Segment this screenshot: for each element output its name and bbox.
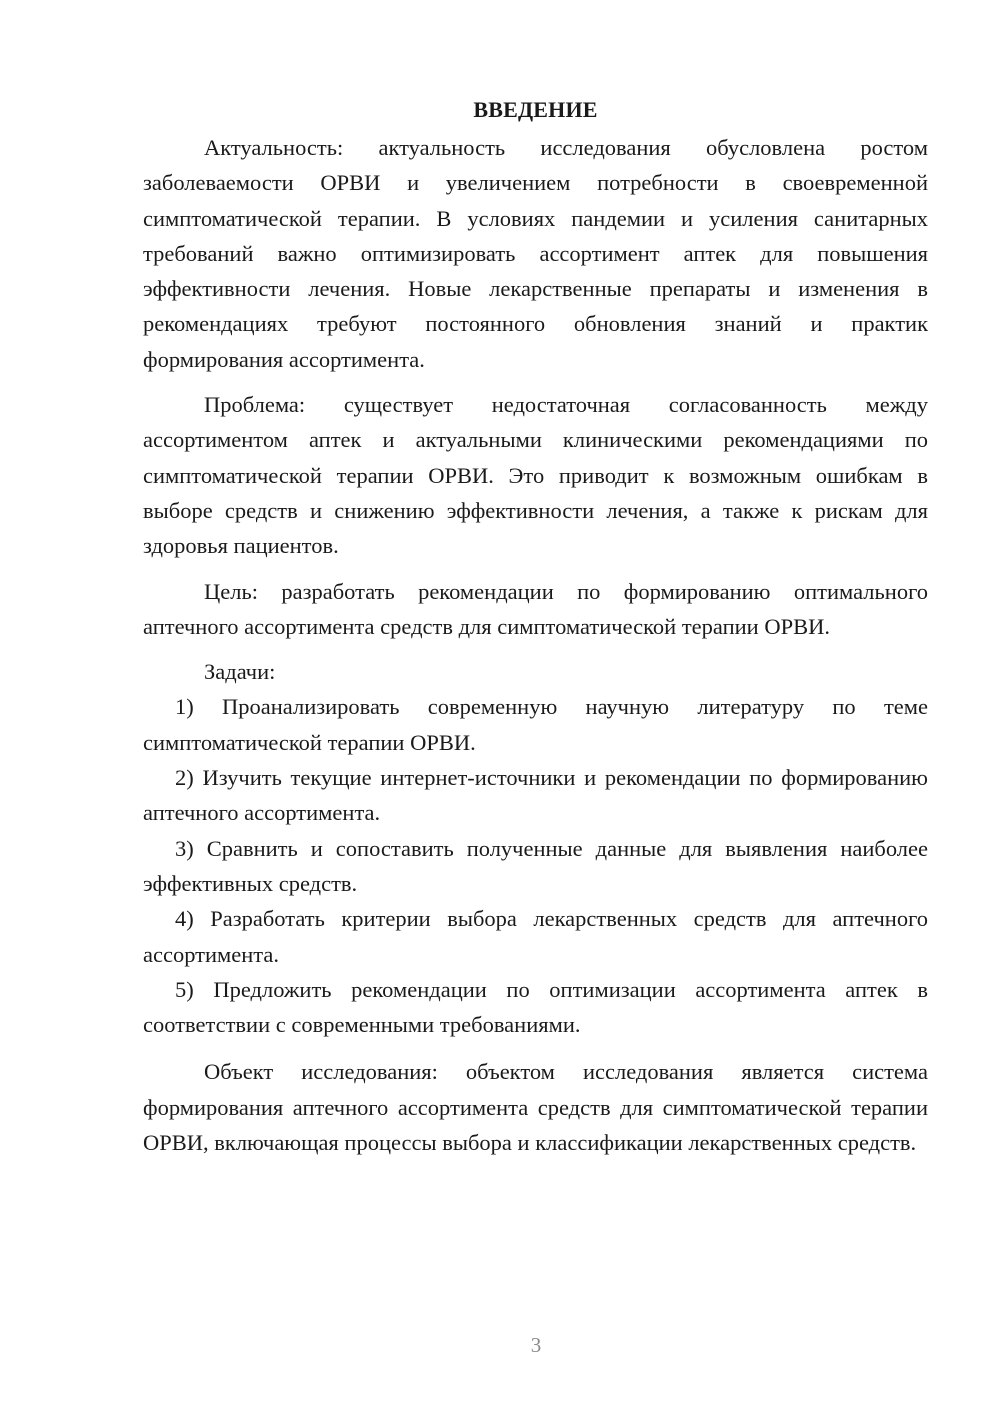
page-content xyxy=(143,92,928,1160)
task-item-2: 2) Изучить текущие интернет-источники и рекомендации по формированию аптечного ассортимента. xyxy=(143,765,928,826)
paragraph-problem: Проблема: существует недостаточная согласованность между ассортиментом аптек и актуальными клиническими рекомендациями по симптоматической терапии ОРВИ. Это приводит к возможным ошибкам в выборе средств и снижению эффективности лечения, а также к рискам для здоровья пациентов. xyxy=(143,392,928,559)
tasks-list xyxy=(143,689,928,1042)
task-item-5: 5) Предложить рекомендации по оптимизации ассортимента аптек в соответствии с современными требованиями. xyxy=(143,976,928,1038)
task-item-1: 1) Проанализировать современную научную литературу по теме симптоматической терапии ОРВИ. xyxy=(143,694,928,755)
paragraph-object: Объект исследования: объектом исследования является система формирования аптечного ассортимента средств для симптоматической терапии ОРВИ, включающая процессы выбора и классификации лекарственных средств. xyxy=(143,1059,928,1156)
tasks-label: Задачи: xyxy=(204,659,276,685)
task-item-4: 4) Разработать критерии выбора лекарственных средств для аптечного ассортимента. xyxy=(143,906,928,967)
paragraph-goal: Цель: разработать рекомендации по формированию оптимального аптечного ассортимента средств для симптоматической терапии ОРВИ. xyxy=(143,578,928,639)
paragraph-relevance: Актуальность: актуальность исследования обусловлена ростом заболеваемости ОРВИ и увеличением потребности в своевременной симптоматической терапии. В условиях пандемии и усиления санитарных требований важно оптимизировать ассортимент аптек для повышения эффективности лечения. Новые лекарственные препараты и изменения в рекомендациях требуют постоянного обновления знаний и практик формирования ассортимента. xyxy=(143,135,928,372)
page-number: 3 xyxy=(530,1333,542,1357)
section-heading: ВВЕДЕНИЕ xyxy=(473,97,598,122)
task-item-3: 3) Сравнить и сопоставить полученные данные для выявления наиболее эффективных средств. xyxy=(143,835,928,896)
